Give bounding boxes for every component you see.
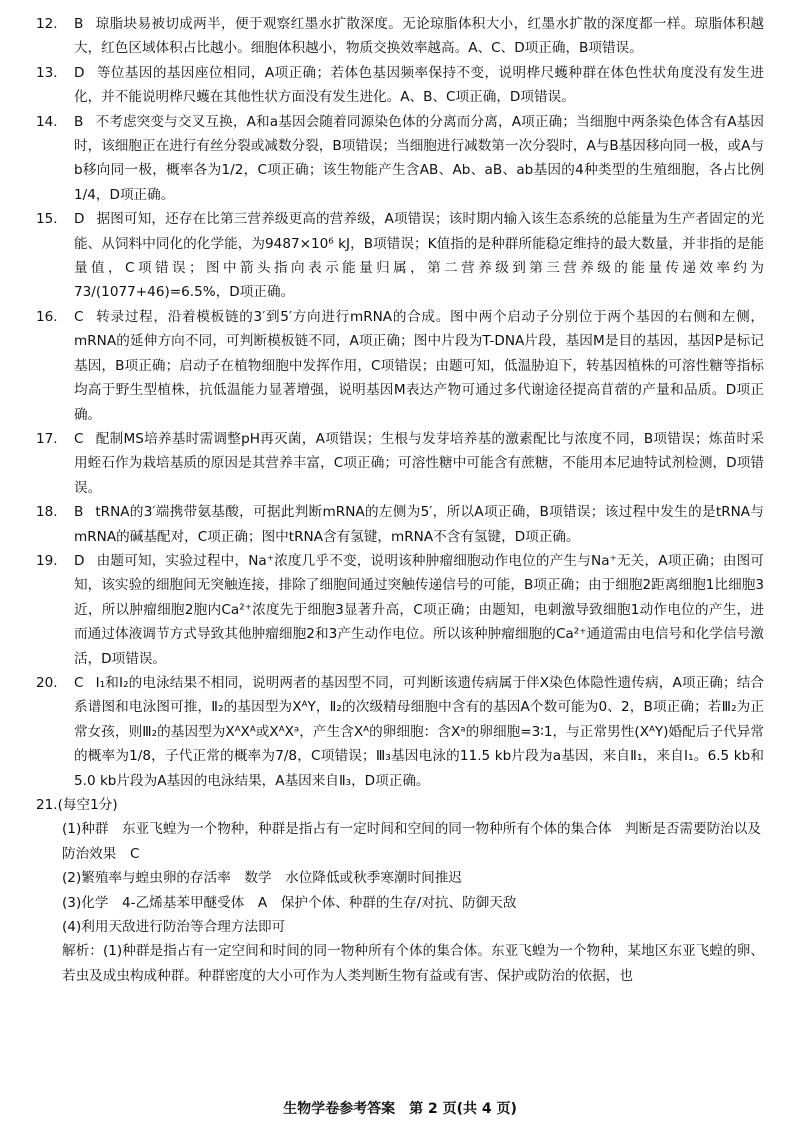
explanation-text: 等位基因的基因座位相同，A项正确；若体色基因频率保持不变，说明桦尺蠖种群在体色性状角度没有发生进化，并不能说明桦尺蠖在其他性状方面没有发生进化。A、B、C项正确，D项错误。 <box>74 64 764 106</box>
question-number: 19. <box>36 552 58 569</box>
question-17 <box>36 427 764 500</box>
answer-letter: B <box>74 113 84 130</box>
question-number: 14. <box>36 113 58 130</box>
page-footer: 生物学卷参考答案 第 2 页(共 4 页) <box>283 1101 517 1117</box>
answer-item-2: (2)繁殖率与蝗虫卵的存活率 数学 水位降低或秋季寒潮时间推迟 <box>62 870 462 887</box>
explanation-text: 琼脂块易被切成两半，便于观察红墨水扩散深度。无论琼脂体积大小，红墨水扩散的深度都一样。琼脂体积越大，红色区域体积占比越小。细胞体积越小，物质交换效率越高。A、C、D项正确，B项错误。 <box>74 16 764 57</box>
question-number: 12. <box>36 16 58 32</box>
question-18 <box>36 500 764 549</box>
question-number: 18. <box>36 504 58 521</box>
answer-letter: D <box>74 552 85 569</box>
answer-letter: D <box>74 211 85 228</box>
answer-letter: B <box>74 16 84 32</box>
explanation-text: 配制MS培养基时需调整pH再灭菌，A项错误；生根与发芽培养基的激素配比与浓度不同，B项错误；炼苗时采用蛭石作为栽培基质的原因是其营养丰富，C项正确；可溶性糖中可能含有蔗糖，不能用本尼迪特试剂检测，D项错误。 <box>74 430 764 496</box>
explanation-text: 转录过程，沿着模板链的3′到5′方向进行mRNA的合成。图中两个启动子分别位于两个基因的右侧和左侧，mRNA的延伸方向不同，可判断模板链不同，A项正确；图中片段为T-DNA片段，基因M是目的基因，基因P是标记基因，B项正确；启动子在植物细胞中发挥作用，C项错误；由题可知，低温胁迫下，转基因植株的可溶性糖等指标均高于野生型植株，抗低温能力显著增强，说明基因M表达产物可通过多代谢途径提高苜蓿的产量和品质。D项正确。 <box>74 308 764 423</box>
question-14 <box>36 110 764 208</box>
question-13 <box>36 61 764 110</box>
question-16 <box>36 305 764 427</box>
scoring-note: (每空1分) <box>57 797 118 813</box>
question-number: 17. <box>36 430 58 447</box>
explanation-text: tRNA的3′端携带氨基酸，可据此判断mRNA的左侧为5′，所以A项正确，B项错误；该过程中发生的是tRNA与mRNA的碱基配对，C项正确；图中tRNA含有氢键，mRNA不含有氢键，D项正确。 <box>74 504 764 545</box>
explanation-text: 不考虑突变与交叉互换，A和a基因会随着同源染色体的分离而分离，A项正确；当细胞中两条染色体含有A基因时，该细胞正在进行有丝分裂或减数分裂，B项错误；当细胞进行减数第一次分裂时，A与B基因移向同一极，或A与b移向同一极，概率各为1/2，C项正确；该生物能产生含AB、Ab、aB、ab基因的4种类型的生殖细胞，各占比例1/4，D项正确。 <box>74 113 764 203</box>
question-21-header <box>36 793 764 817</box>
question-20 <box>36 671 764 793</box>
explanation-text: Ⅰ₁和Ⅰ₂的电泳结果不相同，说明两者的基因型不同，可判断该遗传病属于伴X染色体隐性遗传病，A项正确；结合系谱图和电泳图可推，Ⅱ₂的基因型为XᴬY，Ⅱ₂的次级精母细胞中含有的基因A个数可能为0、2，B项正确；若Ⅲ₂为正常女孩，则Ⅲ₂的基因型为XᴬXᴬ或XᴬXᵃ，产生含Xᴬ的卵细胞：含Xᵃ的卵细胞=3∶1，与正常男性(XᴬY)婚配后子代异常的概率为1/8，子代正常的概率为7/8，C项错误；Ⅲ₃基因电泳的11.5 kb片段为a基因，来自Ⅱ₁，来自Ⅰ₁。6.5 kb和5.0 kb片段为A基因的电泳结果，A基因来自Ⅱ₃，D项正确。 <box>74 674 764 789</box>
question-12 <box>36 12 764 61</box>
analysis-text: 解析：(1)种群是指占有一定空间和时间的同一物种所有个体的集合体。东亚飞蝗为一个物种，某地区东亚飞蝗的卵、若虫及成虫构成种群。种群密度的大小可作为人类判断生物有益或有害、保护或防治的依据，也 <box>62 943 764 984</box>
question-19 <box>36 549 764 671</box>
question-number: 15. <box>36 211 58 228</box>
explanation-text: 由题可知，实验过程中，Na⁺浓度几乎不变，说明该种肿瘤细胞动作电位的产生与Na⁺无关，A项正确；由图可知，该实验的细胞间无突触连接，排除了细胞间通过突触传递信号的可能，B项正确；由于细胞2距离细胞1比细胞3近，所以肿瘤细胞2胞内Ca²⁺浓度先于细胞3显著升高，C项正确；由题知，电刺激导致细胞1动作电位的产生，进而通过体液调节方式导致其他肿瘤细胞2和3产生动作电位。所以该种肿瘤细胞的Ca²⁺通道需由电信号和化学信号激活，D项错误。 <box>74 552 764 667</box>
answer-letter: C <box>74 308 84 325</box>
answer-letter: C <box>74 430 84 447</box>
answer-letter: B <box>74 504 84 521</box>
answer-letter: D <box>74 64 85 81</box>
question-number: 16. <box>36 308 58 325</box>
question-number: 21. <box>36 797 58 813</box>
question-number: 20. <box>36 674 58 691</box>
answer-item-1: (1)种群 东亚飞蝗为一个物种，种群是指占有一定时间和空间的同一物种所有个体的集合体 判断是否需要防治以及防治效果 C <box>62 821 761 862</box>
question-number: 13. <box>36 64 58 81</box>
answer-letter: C <box>74 674 84 691</box>
answer-item-4: (4)利用天敌进行防治等合理方法即可 <box>62 919 286 936</box>
question-list <box>36 12 764 793</box>
answer-item-3: (3)化学 4-乙烯基苯甲醚受体 A 保护个体、种群的生存/对抗、防御天敌 <box>62 894 517 911</box>
explanation-text: 据图可知，还存在比第三营养级更高的营养级，A项错误；该时期内输入该生态系统的总能量为生产者固定的光能、从饲料中同化的化学能，为9487×10⁶ kJ，B项错误；K值指的是种群所能稳定维持的最大数量，并非指的是能量值，C项错误；图中箭头指向表示能量归属，第二营养级到第三营养级的能量传递效率约为73/(1077+46)=6.5%，D项正确。 <box>74 211 764 301</box>
question-15 <box>36 207 764 305</box>
question-21 <box>36 793 764 988</box>
